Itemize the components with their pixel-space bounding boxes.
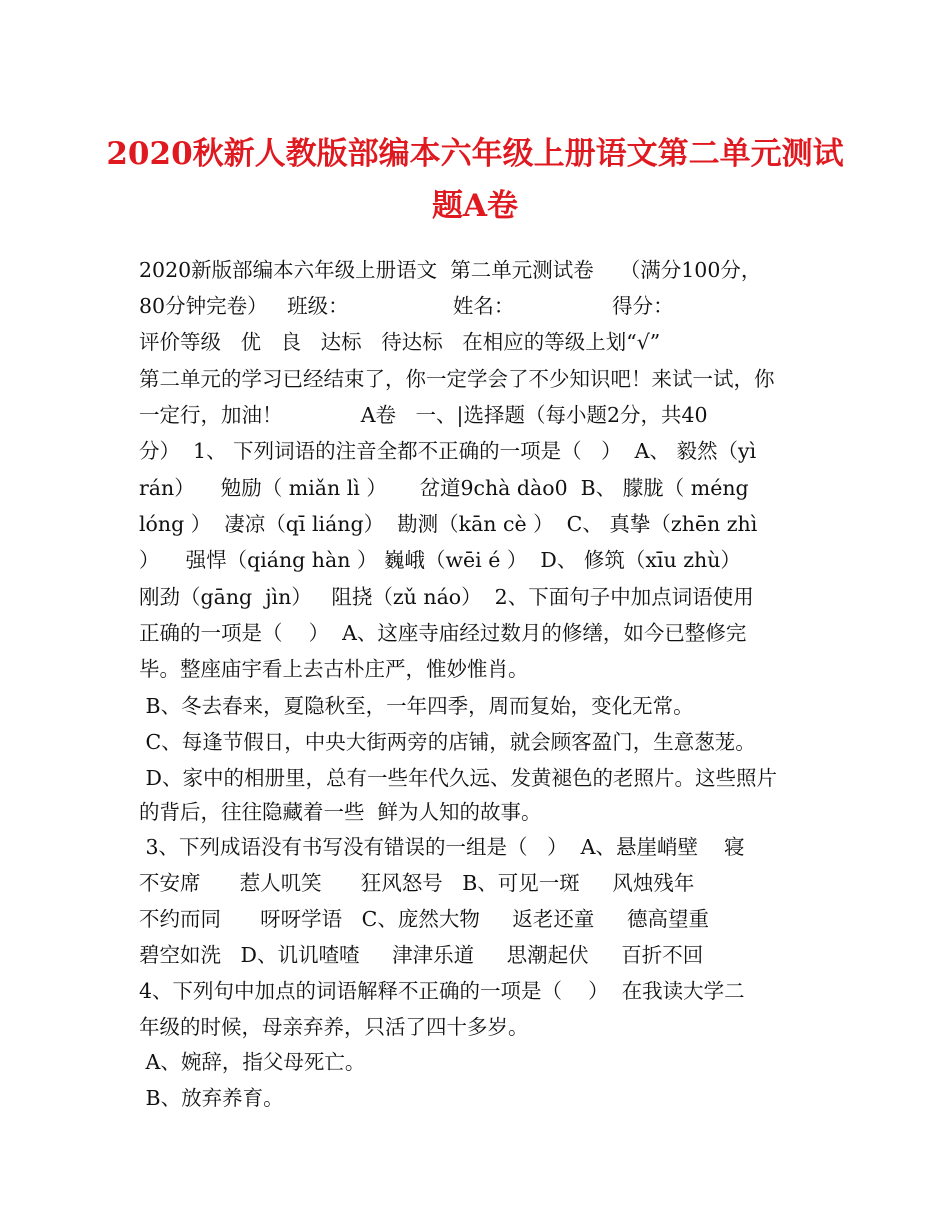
body-line: 分） 1、 下列词语的注音全都不正确的一项是（ ） A、 毅然（yì [139, 439, 757, 463]
body-line: 毕。整座庙宇看上去古朴庄严，惟妙惟肖。 [139, 657, 529, 681]
body-line: 80分钟完卷） 班级： 姓名： 得分： [139, 294, 674, 318]
body-line: 正确的一项是（ ） A、这座寺庙经过数月的修缮，如今已整修完 [139, 621, 747, 645]
body-line: 4、下列句中加点的词语解释不正确的一项是（ ） 在我读大学二 [139, 979, 745, 1003]
body-line: B、放弃养育。 [139, 1086, 284, 1110]
document-title [100, 128, 850, 232]
body-line: D、家中的相册里，总有一些年代久远、发黄褪色的老照片。这些照片 [139, 766, 777, 790]
body-line: 2020新版部编本六年级上册语文 第二单元测试卷 （满分100分， [139, 258, 762, 282]
body-line: C、每逢节假日，中央大街两旁的店铺，就会顾客盈门，生意葱茏。 [139, 730, 756, 754]
body-line: A、婉辞，指父母死亡。 [139, 1050, 366, 1074]
title-line-2: 题A卷 [431, 188, 519, 224]
body-line: 刚劲（gāng jìn） 阻挠（zǔ náo） 2、下面句子中加点词语使用 [139, 585, 754, 609]
title-line-1: 2020秋新人教版部编本六年级上册语文第二单元测试 [106, 136, 844, 172]
body-line: B、冬去春来，夏隐秋至，一年四季，周而复始，变化无常。 [139, 694, 694, 718]
body-line: 的背后，往往隐藏着一些 鲜为人知的故事。 [139, 800, 542, 824]
body-line: lóng ） 凄凉（qī liáng） 勘测（kān cè ） C、 真挚（zhēn zhì [139, 512, 758, 536]
body-line: 年级的时候，母亲弃养，只活了四十多岁。 [139, 1015, 529, 1039]
body-line: 3、下列成语没有书写没有错误的一组是（ ） A、悬崖峭壁 寝 [139, 835, 745, 859]
body-line: 评价等级 优 良 达标 待达标 在相应的等级上划“√” [139, 330, 661, 354]
body-line: ） 强悍（qiáng hàn ） 巍峨（wēi é ） D、 修筑（xīu zhù） [139, 548, 741, 572]
body-line: 不约而同 呀呀学语 C、庞然大物 返老还童 德高望重 [139, 907, 709, 931]
body-line: 第二单元的学习已经结束了，你一定学会了不少知识吧！来试一试，你 [139, 367, 775, 391]
body-line: 不安席 惹人叽笑 狂风怒号 B、可见一斑 风烛残年 [139, 871, 695, 895]
body-line: 一定行，加油！ A卷 一、|选择题（每小题2分，共40 [139, 403, 708, 427]
body-line: rán） 勉励（ miǎn lì ） 岔道9chà dào0 B、 朦胧（ méng [139, 476, 749, 500]
body-line: 碧空如洗 D、讥讥喳喳 津津乐道 思潮起伏 百折不回 [139, 943, 704, 967]
